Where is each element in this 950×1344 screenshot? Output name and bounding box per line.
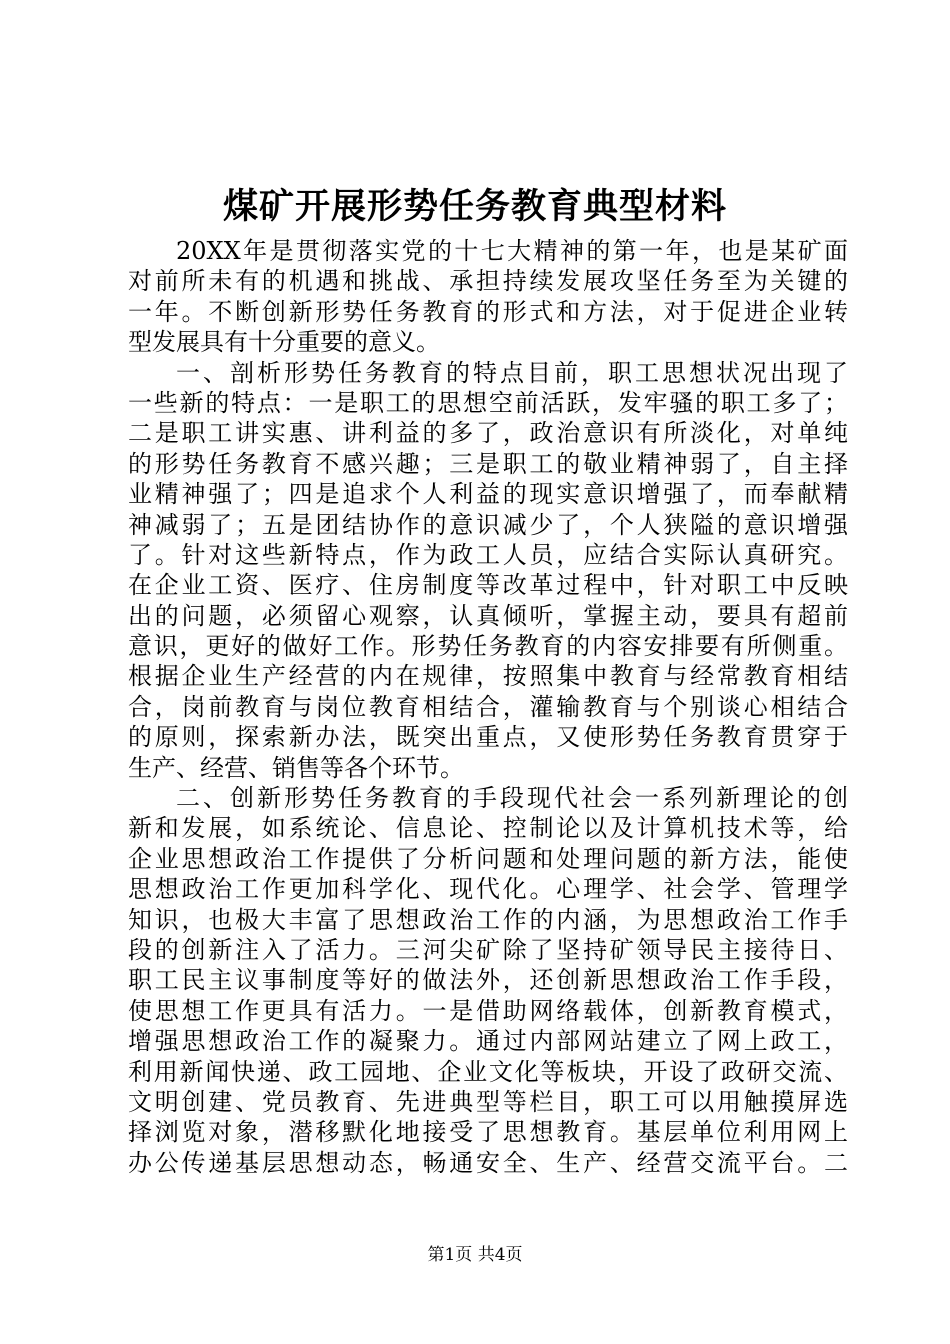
text-line: 合，岗前教育与岗位教育相结合，灌输教育与个别谈心相结合	[128, 692, 848, 721]
text-line: 意识，更好的做好工作。形势任务教育的内容安排要有所侧重。	[128, 632, 848, 661]
text-line: 职工民主议事制度等好的做法外，还创新思想政治工作手段，	[128, 966, 848, 995]
text-line: 增强思想政治工作的凝聚力。通过内部网站建立了网上政工，	[128, 1027, 848, 1056]
text-line: 二、创新形势任务教育的手段现代社会一系列新理论的创	[176, 784, 848, 813]
document-body	[128, 236, 848, 1178]
text-line: 一、剖析形势任务教育的特点目前，职工思想状况出现了	[176, 358, 848, 387]
text-line: 文明创建、党员教育、先进典型等栏目，职工可以用触摸屏选	[128, 1087, 848, 1116]
text-line: 业精神强了；四是追求个人利益的现实意识增强了，而奉献精	[128, 480, 848, 509]
text-line: 出的问题，必须留心观察，认真倾听，掌握主动，要具有超前	[128, 601, 848, 630]
text-line: 了。针对这些新特点，作为政工人员，应结合实际认真研究。	[128, 540, 848, 569]
text-line: 新和发展，如系统论、信息论、控制论以及计算机技术等，给	[128, 814, 848, 843]
text-line: 一年。不断创新形势任务教育的形式和方法，对于促进企业转	[128, 297, 848, 326]
text-line: 一些新的特点：一是职工的思想空前活跃，发牢骚的职工多了；	[128, 388, 848, 417]
text-line: 二是职工讲实惠、讲利益的多了，政治意识有所淡化，对单纯	[128, 419, 848, 448]
text-line: 使思想工作更具有活力。一是借助网络载体，创新教育模式，	[128, 996, 848, 1025]
text-line: 型发展具有十分重要的意义。	[128, 328, 440, 357]
text-line: 在企业工资、医疗、住房制度等改革过程中，针对职工中反映	[128, 571, 848, 600]
text-line: 择浏览对象，潜移默化地接受了思想教育。基层单位利用网上	[128, 1118, 848, 1147]
text-line: 思想政治工作更加科学化、现代化。心理学、社会学、管理学	[128, 875, 848, 904]
text-line: 办公传递基层思想动态，畅通安全、生产、经营交流平台。二	[128, 1148, 848, 1177]
text-line: 生产、经营、销售等各个环节。	[128, 753, 464, 782]
text-line: 对前所未有的机遇和挑战、承担持续发展攻坚任务至为关键的	[128, 267, 848, 296]
text-line: 段的创新注入了活力。三河尖矿除了坚持矿领导民主接待日、	[128, 935, 848, 964]
text-line: 神减弱了；五是团结协作的意识减少了，个人狭隘的意识增强	[128, 510, 848, 539]
text-line: 20XX年是贯彻落实党的十七大精神的第一年，也是某矿面	[176, 237, 848, 265]
page-number-footer: 第1页 共4页	[427, 1245, 523, 1265]
text-line: 根据企业生产经营的内在规律，按照集中教育与经常教育相结	[128, 662, 848, 691]
text-line: 的形势任务教育不感兴趣；三是职工的敬业精神弱了，自主择	[128, 449, 848, 478]
text-line: 利用新闻快递、政工园地、企业文化等板块，开设了政研交流、	[128, 1057, 848, 1086]
text-line: 企业思想政治工作提供了分析问题和处理问题的新方法，能使	[128, 844, 848, 873]
document-title: 煤矿开展形势任务教育典型材料	[222, 186, 727, 227]
text-line: 的原则，探索新办法，既突出重点，又使形势任务教育贯穿于	[128, 723, 848, 752]
text-line: 知识，也极大丰富了思想政治工作的内涵，为思想政治工作手	[128, 905, 848, 934]
